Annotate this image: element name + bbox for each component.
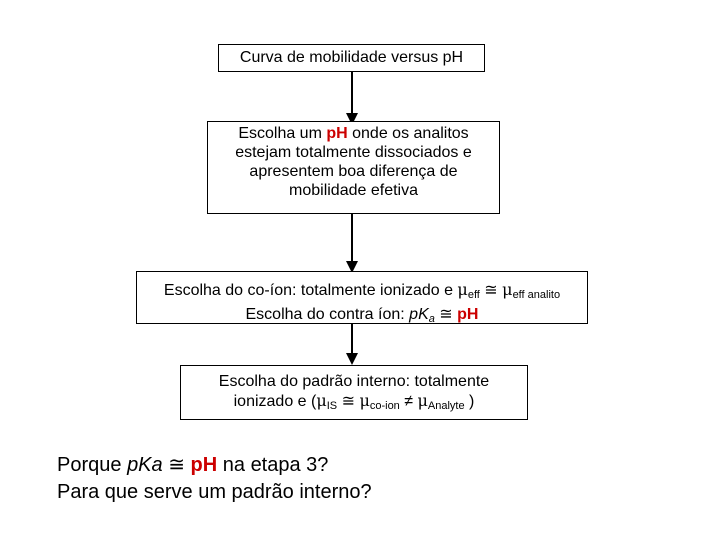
arrow-2-shaft (351, 214, 353, 263)
step-2-suffix: onde os analitos estejam totalmente dissociados e apresentem boa diferença de mobilidade efetiva (235, 125, 472, 199)
step-2-ph: pH (326, 125, 348, 142)
step-3-ph: pH (457, 306, 479, 323)
step-3-counterion-text: Escolha do contra íon: (245, 306, 410, 323)
question-1-suffix: na etapa 3? (217, 454, 329, 476)
is-subscript: IS (326, 400, 338, 412)
step-4-line-2 (181, 391, 527, 416)
approx-symbol: ≅ (337, 393, 360, 410)
approx-symbol: ≅ (434, 306, 458, 323)
flow-step-2-box (207, 121, 500, 214)
mu-symbol: μ (417, 391, 428, 410)
step-3-line-1 (137, 280, 587, 305)
questions-block (57, 452, 372, 506)
coion-subscript: co-ion (369, 400, 400, 412)
flow-step-3-box (136, 271, 588, 324)
step-4-prefix: ionizado e ( (233, 393, 317, 410)
k-symbol: K (418, 306, 429, 323)
analyte-subscript: Analyte (427, 400, 465, 412)
arrow-1-shaft (351, 72, 353, 115)
step-3-line-2 (137, 305, 587, 329)
step-2-prefix: Escolha um (238, 125, 327, 142)
mu-symbol: μ (359, 391, 370, 410)
not-equal-symbol: ≠ (399, 393, 418, 410)
arrow-3-shaft (351, 324, 353, 355)
mu-symbol: μ (502, 280, 513, 299)
flow-step-1-box (218, 44, 485, 72)
eff-subscript: eff (467, 289, 480, 301)
p-symbol: p (409, 306, 419, 323)
question-1-pka: pKa (127, 454, 163, 476)
question-1 (57, 452, 372, 479)
mu-symbol: μ (457, 280, 468, 299)
step-3-coion-text: Escolha do co-íon: totalmente ionizado e (163, 282, 458, 299)
question-2: Para que serve um padrão interno? (57, 481, 372, 503)
question-1-prefix: Porque (57, 454, 128, 476)
flow-step-4-box (180, 365, 528, 420)
mu-symbol: μ (316, 391, 327, 410)
step-4-line-1: Escolha do padrão interno: totalmente (218, 373, 490, 390)
close-paren: ) (464, 393, 475, 410)
question-1-ph: pH (190, 454, 218, 476)
arrow-3-head (346, 353, 358, 365)
eff-analito-subscript: eff analito (512, 289, 561, 301)
approx-symbol: ≅ (479, 282, 503, 299)
flow-step-1-text: Curva de mobilidade versus pH (239, 49, 464, 66)
question-1-approx: ≅ (162, 454, 191, 476)
a-subscript: a (428, 313, 435, 325)
